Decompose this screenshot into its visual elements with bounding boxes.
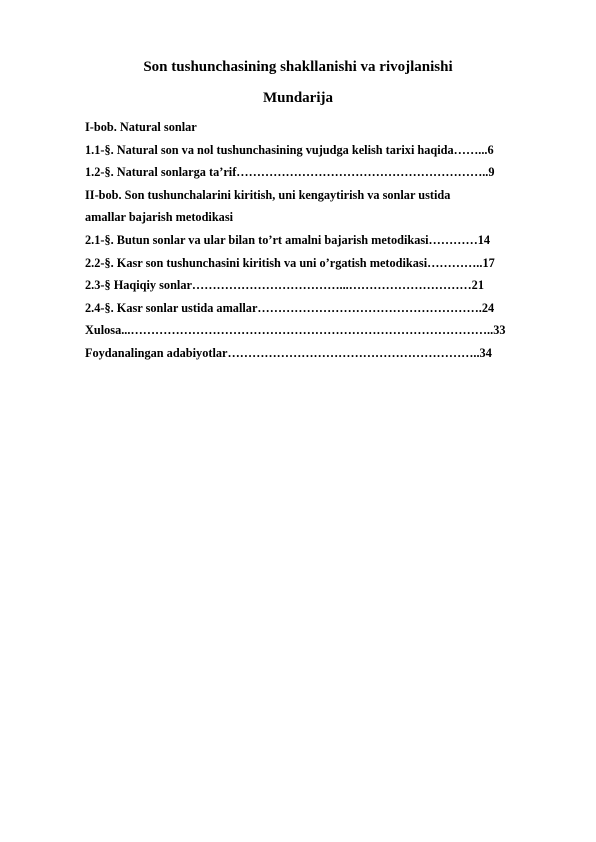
- toc-section-2-4: 2.4-§. Kasr sonlar ustida amallar……………………………………………….24: [85, 300, 495, 315]
- toc-section-1-1: 1.1-§. Natural son va nol tushunchasining vujudga kelish tarixi haqida……...6: [85, 142, 494, 157]
- toc-section-2-1: 2.1-§. Butun sonlar va ular bilan to’rt amalni bajarish metodikasi…………14: [85, 232, 491, 247]
- toc-section-2-2: 2.2-§. Kasr son tushunchasini kiritish va uni o’rgatish metodikasi…………..17: [85, 255, 495, 270]
- table-of-contents: [85, 116, 555, 365]
- toc-heading: Mundarija: [262, 90, 333, 106]
- toc-conclusion: Xulosa...……………………………………………………………………………..33: [85, 323, 506, 338]
- toc-chapter-1: I-bob. Natural sonlar: [85, 120, 197, 134]
- toc-chapter-2: II-bob. Son tushunchalarini kiritish, uni kengaytirish va sonlar ustida: [85, 187, 451, 202]
- toc-section-1-2: 1.2-§. Natural sonlarga ta’rif……………………………………………………..9: [85, 165, 495, 180]
- document-title: Son tushunchasining shakllanishi va rivojlanishi: [143, 59, 453, 75]
- toc-references: Foydanalingan adabiyotlar……………………………………………………..34: [85, 345, 492, 360]
- toc-chapter-2-continued: amallar bajarish metodikasi: [85, 210, 234, 225]
- toc-section-2-3: 2.3-§ Haqiqiy sonlar………………………………...…………………………21: [85, 278, 484, 293]
